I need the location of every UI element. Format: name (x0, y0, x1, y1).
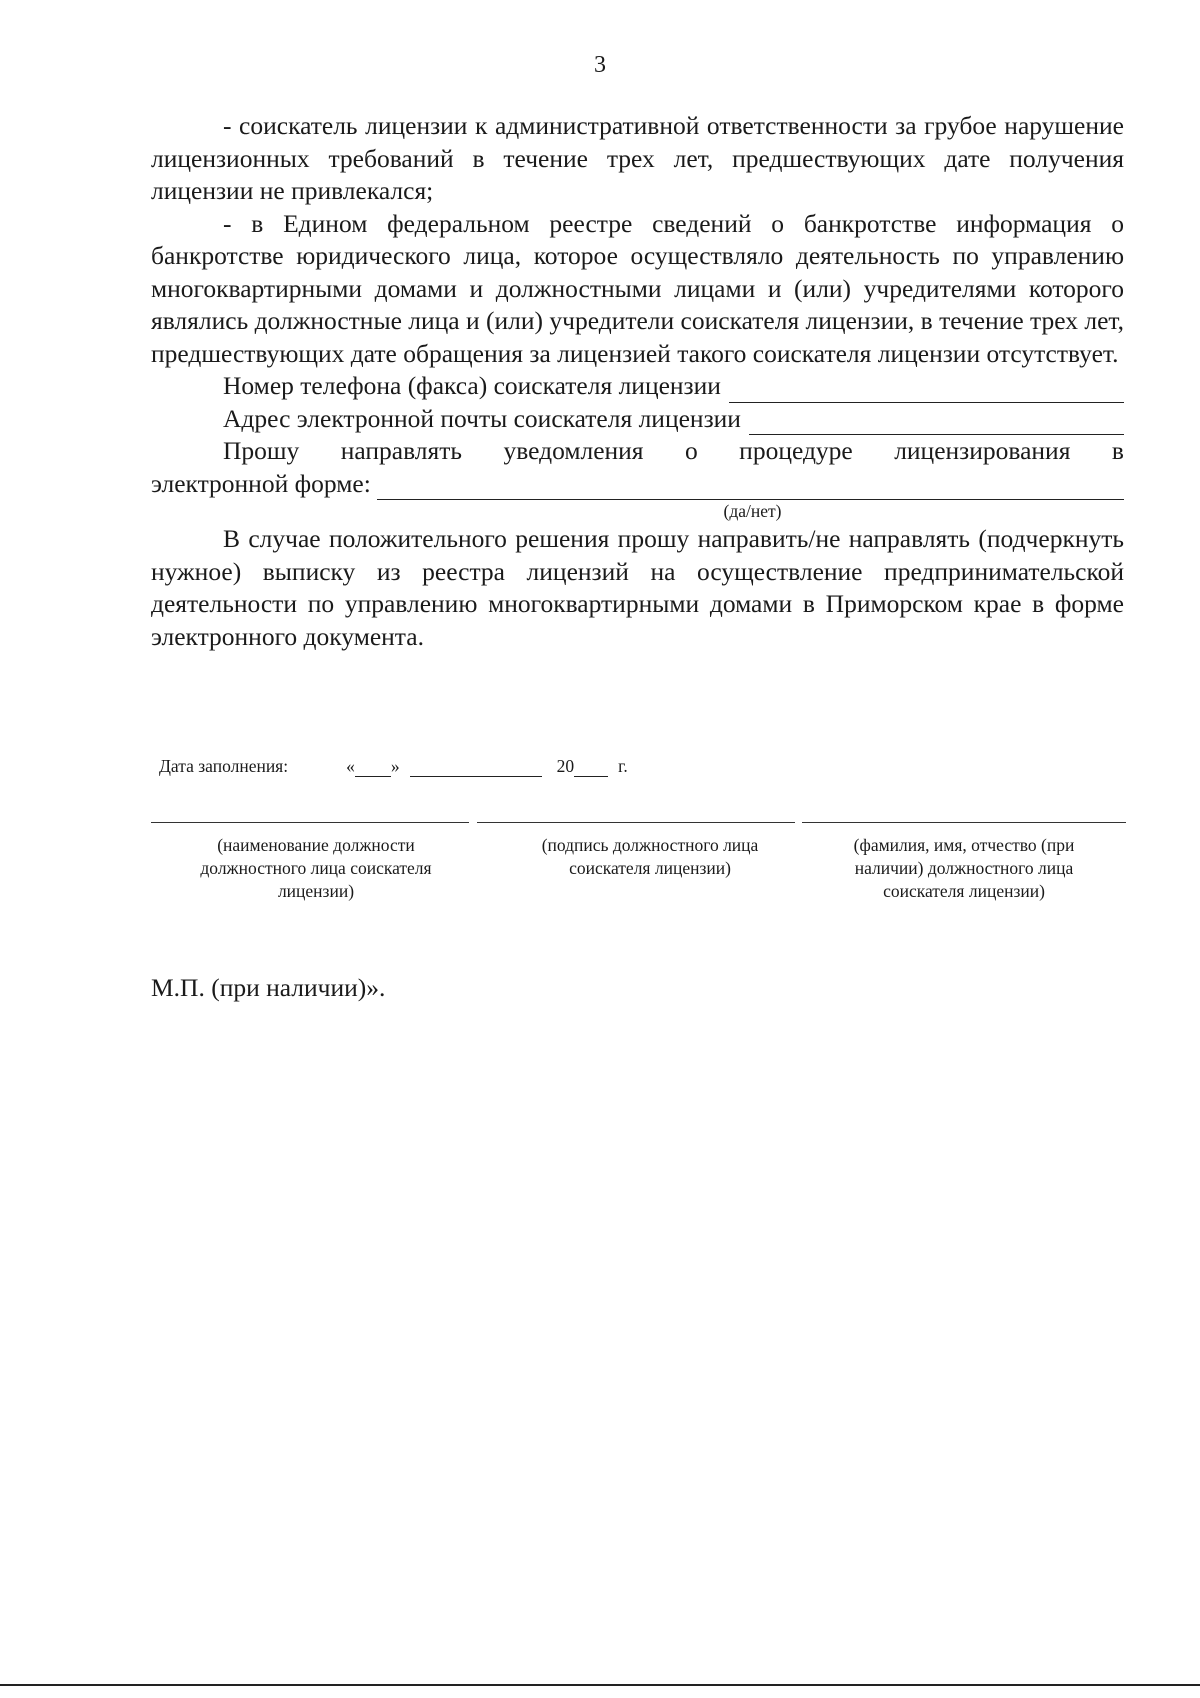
name-line[interactable] (802, 822, 1126, 823)
date-row (159, 756, 628, 777)
position-line[interactable] (151, 822, 469, 823)
electronic-form-label: электронной форме: (151, 468, 371, 498)
document-body (151, 110, 1124, 653)
page-number: 3 (594, 52, 606, 78)
notification-request-row (151, 435, 1124, 468)
year-prefix: 20 (556, 756, 575, 776)
request-word: о (684, 436, 698, 465)
request-word: Прошу (223, 436, 300, 465)
date-label: Дата заполнения: (159, 756, 289, 776)
request-word: направлять (340, 436, 463, 465)
day-input-line[interactable] (355, 758, 391, 777)
name-caption: (фамилия, имя, отчество (при наличии) должностного лица соискателя лицензии) (853, 835, 1075, 901)
phone-label: Номер телефона (факса) соискателя лицензии (223, 371, 721, 400)
paragraph-bankruptcy-registry: - в Едином федеральном реестре сведений о банкротстве информация о банкротстве юридического лица, которое осуществляло деятельность по управлению многоквартирными домами и должностными лицами и (или) учредителями которого являлись должностные лица и (или) учредители соискателя лицензии, в течение трех лет, предшествующих дате обращения за лицензией такого соискателя лицензии отсутствует. (151, 208, 1124, 368)
phone-input-line[interactable] (729, 378, 1124, 403)
year-suffix: г. (618, 756, 628, 776)
request-word: процедуре (739, 436, 853, 465)
request-word: лицензирования (894, 436, 1071, 465)
year-input-line[interactable] (574, 758, 608, 777)
email-input-line[interactable] (749, 410, 1124, 435)
paragraph-extract-request: В случае положительного решения прошу направить/не направлять (подчеркнуть нужное) выписку из реестра лицензий на осуществление предпринимательской деятельности по управлению многоквартирными домами в Приморском крае в форме электронного документа. (151, 524, 1124, 651)
email-row (151, 403, 1124, 436)
request-word: уведомления (503, 436, 644, 465)
signature-line[interactable] (477, 822, 795, 823)
yes-no-hint: (да/нет) (723, 501, 782, 521)
position-caption: (наименование должности должностного лица соискателя лицензии) (200, 835, 432, 901)
signature-caption: (подпись должностного лица соискателя лицензии) (541, 835, 759, 878)
signature-lines (151, 822, 1126, 823)
request-word: в (1111, 436, 1124, 465)
page-bottom-edge (0, 1684, 1200, 1686)
electronic-form-input-line[interactable] (377, 475, 1124, 500)
paragraph-no-liability: - соискатель лицензии к административной ответственности за грубое нарушение лицензионных требований в течение трех лет, предшествующих дате получения лицензии не привлекался; (151, 111, 1124, 205)
seal-note: М.П. (при наличии)». (151, 973, 386, 1002)
electronic-form-row (151, 468, 1124, 501)
close-quote: » (390, 756, 400, 776)
phone-row (151, 370, 1124, 403)
email-label: Адрес электронной почты соискателя лицензии (223, 403, 741, 433)
month-input-line[interactable] (410, 758, 542, 777)
open-quote: « (346, 756, 355, 776)
